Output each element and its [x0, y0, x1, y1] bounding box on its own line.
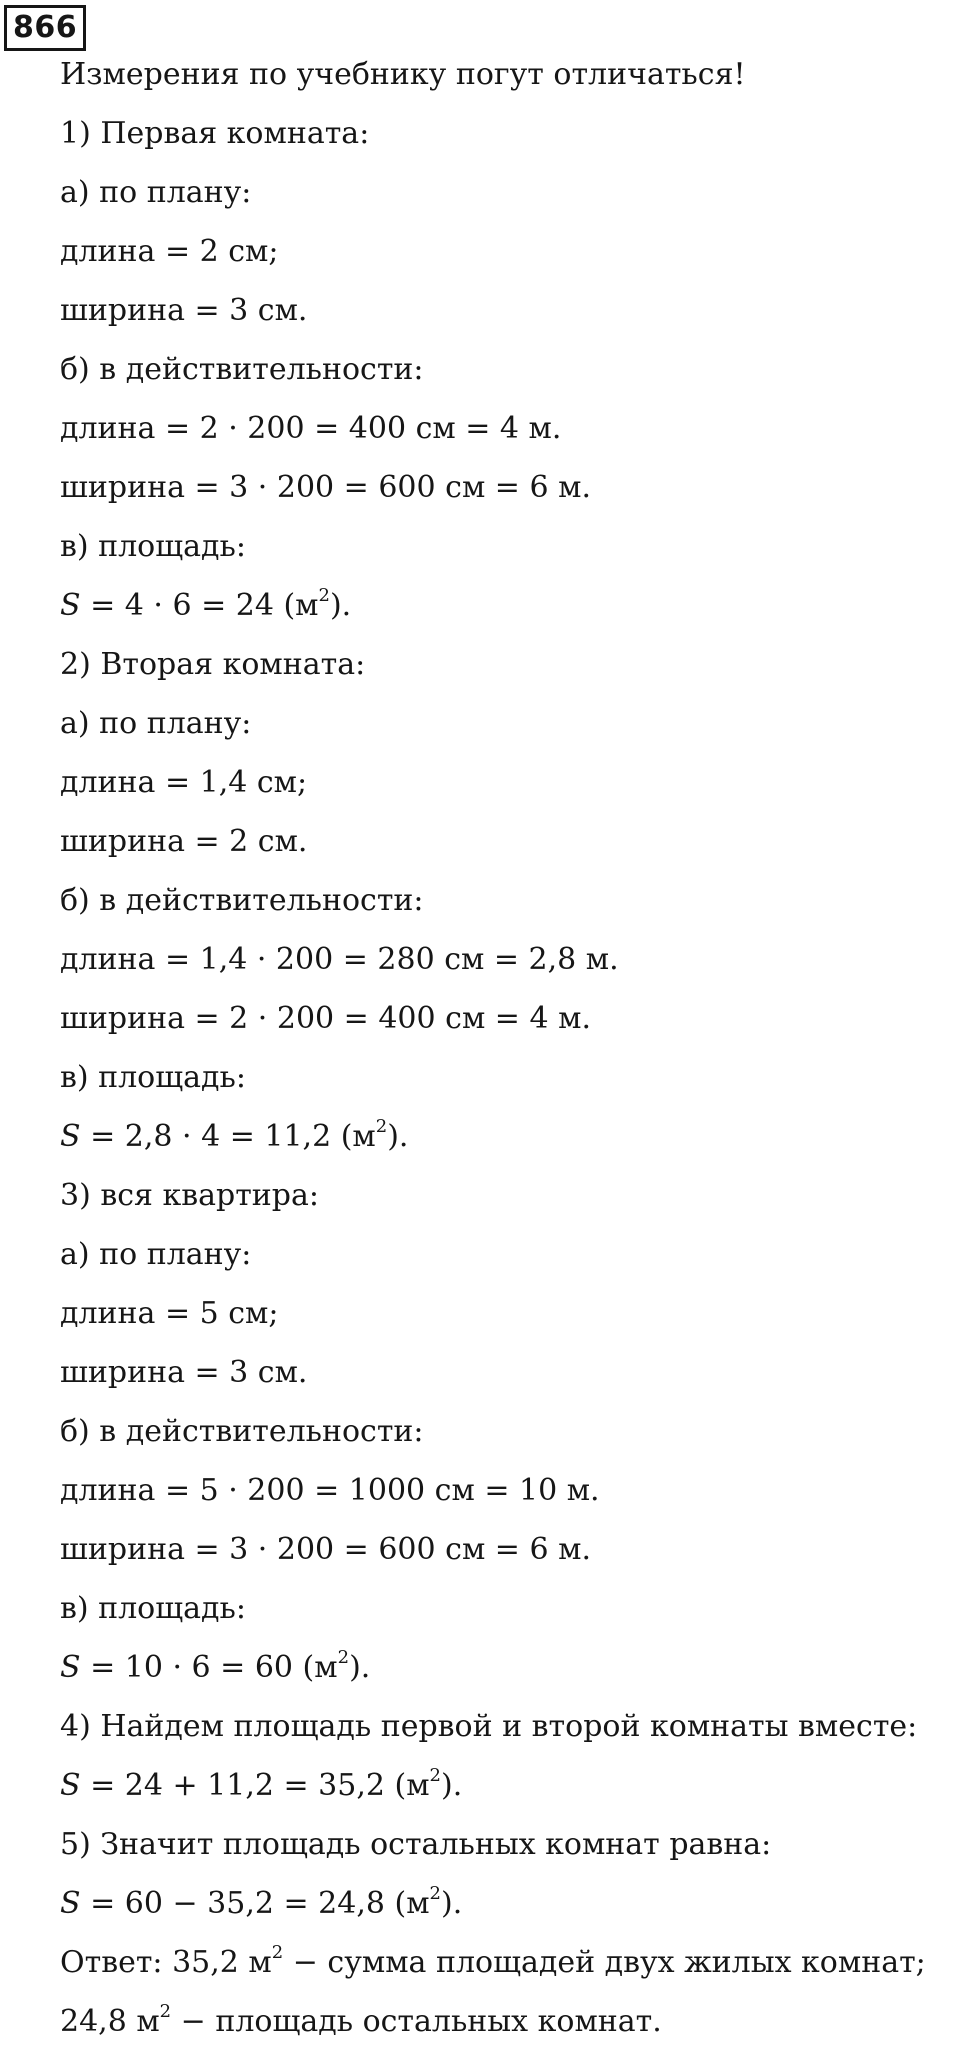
- solution-line: [60, 1056, 926, 1115]
- line-tail: ).: [349, 1650, 371, 1685]
- solution-line: [60, 938, 926, 997]
- solution-line: [60, 1764, 926, 1823]
- solution-line: [60, 1587, 926, 1646]
- line-text: = 2,8 · 4 = 11,2 (м: [80, 1119, 376, 1154]
- solution-line: [60, 1351, 926, 1410]
- line-text: 1) Первая комната:: [60, 116, 370, 151]
- line-text: ширина = 3 см.: [60, 293, 308, 328]
- solution-line: [60, 171, 926, 230]
- solution-line: [60, 407, 926, 466]
- line-text: в) площадь:: [60, 529, 246, 564]
- line-text: длина = 1,4 · 200 = 280 см = 2,8 м.: [60, 942, 619, 977]
- solution-line: [60, 1646, 926, 1705]
- exponent: 2: [159, 2001, 172, 2022]
- solution-line: [60, 348, 926, 407]
- variable-symbol: S: [60, 588, 81, 623]
- exponent: 2: [337, 1647, 350, 1668]
- solution-line: [60, 1292, 926, 1351]
- exponent: 2: [375, 1116, 388, 1137]
- solution-line: [60, 1705, 926, 1764]
- variable-symbol: S: [60, 1650, 81, 1685]
- line-text: ширина = 3 · 200 = 600 см = 6 м.: [60, 1532, 591, 1567]
- solution-line: [60, 1941, 926, 2000]
- line-text: = 4 · 6 = 24 (м: [80, 588, 319, 623]
- solution-line: [60, 761, 926, 820]
- line-text: длина = 5 см;: [60, 1296, 279, 1331]
- exponent: 2: [271, 1942, 284, 1963]
- line-text: длина = 5 · 200 = 1000 см = 10 м.: [60, 1473, 600, 1508]
- line-text: в) площадь:: [60, 1591, 246, 1626]
- line-text: = 24 + 11,2 = 35,2 (м: [80, 1768, 430, 1803]
- variable-symbol: S: [60, 1768, 81, 1803]
- line-text: Ответ: 35,2 м: [60, 1945, 272, 1980]
- line-text: а) по плану:: [60, 1237, 252, 1272]
- solution-line: [60, 1469, 926, 1528]
- line-text: а) по плану:: [60, 706, 252, 741]
- line-text: б) в действительности:: [60, 1414, 424, 1449]
- solution-line: [60, 820, 926, 879]
- solution-line: [60, 1528, 926, 1587]
- exponent: 2: [429, 1765, 441, 1786]
- solution-line: [60, 1115, 926, 1174]
- line-text: 4) Найдем площадь первой и второй комнаты вместе:: [60, 1709, 918, 1744]
- line-text: а) по плану:: [60, 175, 252, 210]
- line-text: длина = 2 · 200 = 400 см = 4 м.: [60, 411, 562, 446]
- line-text: в) площадь:: [60, 1060, 246, 1095]
- solution-line: [60, 230, 926, 289]
- line-text: 2) Вторая комната:: [60, 647, 366, 682]
- solution-line: [60, 2000, 926, 2059]
- line-text: ширина = 3 см.: [60, 1355, 308, 1390]
- line-tail: − площадь остальных комнат.: [171, 2004, 662, 2039]
- solution-line: [60, 584, 926, 643]
- exponent: 2: [318, 585, 330, 606]
- solution-line: [60, 1174, 926, 1233]
- line-tail: ).: [441, 1768, 463, 1803]
- line-text: длина = 2 см;: [60, 234, 279, 269]
- line-tail: ).: [329, 588, 352, 623]
- solution-line: [60, 1823, 926, 1882]
- solution-line: [60, 289, 926, 348]
- line-text: 3) вся квартира:: [60, 1178, 319, 1213]
- line-text: б) в действительности:: [60, 883, 424, 918]
- line-tail: ).: [387, 1119, 409, 1154]
- solution-line: [60, 879, 926, 938]
- problem-number: 866: [4, 5, 86, 51]
- line-text: ширина = 3 · 200 = 600 см = 6 м.: [60, 470, 591, 505]
- line-text: ширина = 2 · 200 = 400 см = 4 м.: [60, 1001, 591, 1036]
- variable-symbol: S: [60, 1119, 81, 1154]
- exponent: 2: [429, 1883, 441, 1904]
- line-text: = 60 − 35,2 = 24,8 (м: [80, 1886, 430, 1921]
- variable-symbol: S: [60, 1886, 81, 1921]
- solution-line: [60, 643, 926, 702]
- solution-line: [60, 53, 926, 112]
- solution-line: [60, 112, 926, 171]
- solution-lines: [60, 53, 926, 2059]
- solution-line: [60, 1882, 926, 1941]
- solution-line: [60, 1410, 926, 1469]
- solution-line: [60, 997, 926, 1056]
- line-text: Измерения по учебнику погут отличаться!: [60, 57, 746, 92]
- solution-line: [60, 1233, 926, 1292]
- line-tail: ).: [441, 1886, 463, 1921]
- solution-line: [60, 702, 926, 761]
- line-text: ширина = 2 см.: [60, 824, 308, 859]
- line-text: 24,8 м: [60, 2004, 160, 2039]
- line-text: = 10 · 6 = 60 (м: [80, 1650, 338, 1685]
- solution-line: [60, 525, 926, 584]
- line-text: б) в действительности:: [60, 352, 424, 387]
- solution-line: [60, 466, 926, 525]
- line-tail: − сумма площадей двух жилых комнат;: [283, 1945, 926, 1980]
- line-text: 5) Значит площадь остальных комнат равна:: [60, 1827, 772, 1862]
- line-text: длина = 1,4 см;: [60, 765, 308, 800]
